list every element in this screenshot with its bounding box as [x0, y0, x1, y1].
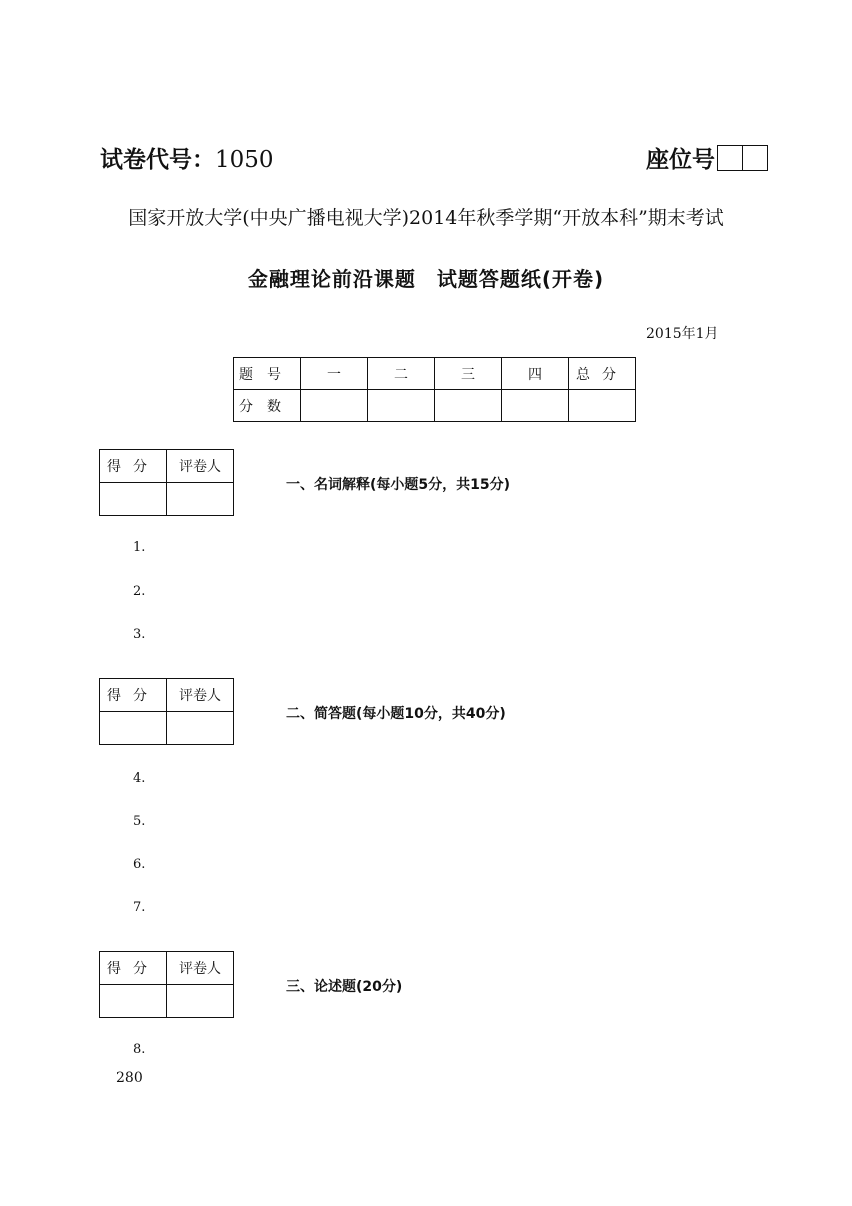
score-table-column: 二: [368, 358, 435, 390]
grader-label: 评卷人: [167, 679, 234, 712]
score-cell[interactable]: [569, 390, 636, 422]
paper-code-label: 试卷代号：: [100, 147, 215, 173]
grader-label: 评卷人: [167, 952, 234, 985]
score-label: 得分: [100, 450, 167, 483]
exam-title: 国家开放大学(中央广播电视大学)2014年秋季学期“开放本科”期末考试: [128, 207, 724, 229]
section-title: 三、论述题(20分): [286, 979, 403, 995]
score-cell[interactable]: [502, 390, 569, 422]
score-table-row-label: 分数: [234, 390, 301, 422]
score-cell[interactable]: [301, 390, 368, 422]
question-number: 4.: [133, 771, 146, 786]
question-number: 8.: [133, 1042, 146, 1057]
section-title: 一、名词解释(每小题5分，共15分): [286, 477, 511, 493]
question-number: 2.: [133, 584, 146, 599]
grader-entry-cell[interactable]: [167, 985, 234, 1018]
question-number: 6.: [133, 857, 146, 872]
score-table-column: 总分: [569, 358, 636, 390]
score-table-column: 一: [301, 358, 368, 390]
grader-label: 评卷人: [167, 450, 234, 483]
paper-code-value: 1050: [215, 147, 274, 173]
score-cell[interactable]: [435, 390, 502, 422]
score-table-column: 四: [502, 358, 569, 390]
seat-box[interactable]: [742, 146, 767, 170]
grader-box: [99, 951, 234, 1018]
exam-date: 2015年1月: [646, 326, 719, 342]
subject-title: 金融理论前沿课题 试题答题纸(开卷): [247, 267, 605, 291]
question-number: 1.: [133, 540, 146, 555]
score-table-row-label: 题号: [234, 358, 301, 390]
seat-label: 座位号: [646, 147, 715, 173]
grader-box: [99, 678, 234, 745]
paper-code: [100, 141, 274, 174]
seat-boxes: [717, 145, 768, 171]
question-number: 3.: [133, 627, 146, 642]
score-table-score-row: [234, 390, 636, 422]
score-label: 得分: [100, 679, 167, 712]
page-number: 280: [116, 1070, 143, 1086]
score-entry-cell[interactable]: [100, 712, 167, 745]
grader-box: [99, 449, 234, 516]
seat-number: [646, 141, 768, 174]
score-cell[interactable]: [368, 390, 435, 422]
score-entry-cell[interactable]: [100, 985, 167, 1018]
question-number: 7.: [133, 900, 146, 915]
question-number: 5.: [133, 814, 146, 829]
score-table-column: 三: [435, 358, 502, 390]
seat-box[interactable]: [718, 146, 742, 170]
score-table: [233, 357, 636, 422]
score-entry-cell[interactable]: [100, 483, 167, 516]
score-label: 得分: [100, 952, 167, 985]
grader-entry-cell[interactable]: [167, 712, 234, 745]
score-table-header-row: [234, 358, 636, 390]
section-title: 二、简答题(每小题10分，共40分): [286, 706, 506, 722]
grader-entry-cell[interactable]: [167, 483, 234, 516]
